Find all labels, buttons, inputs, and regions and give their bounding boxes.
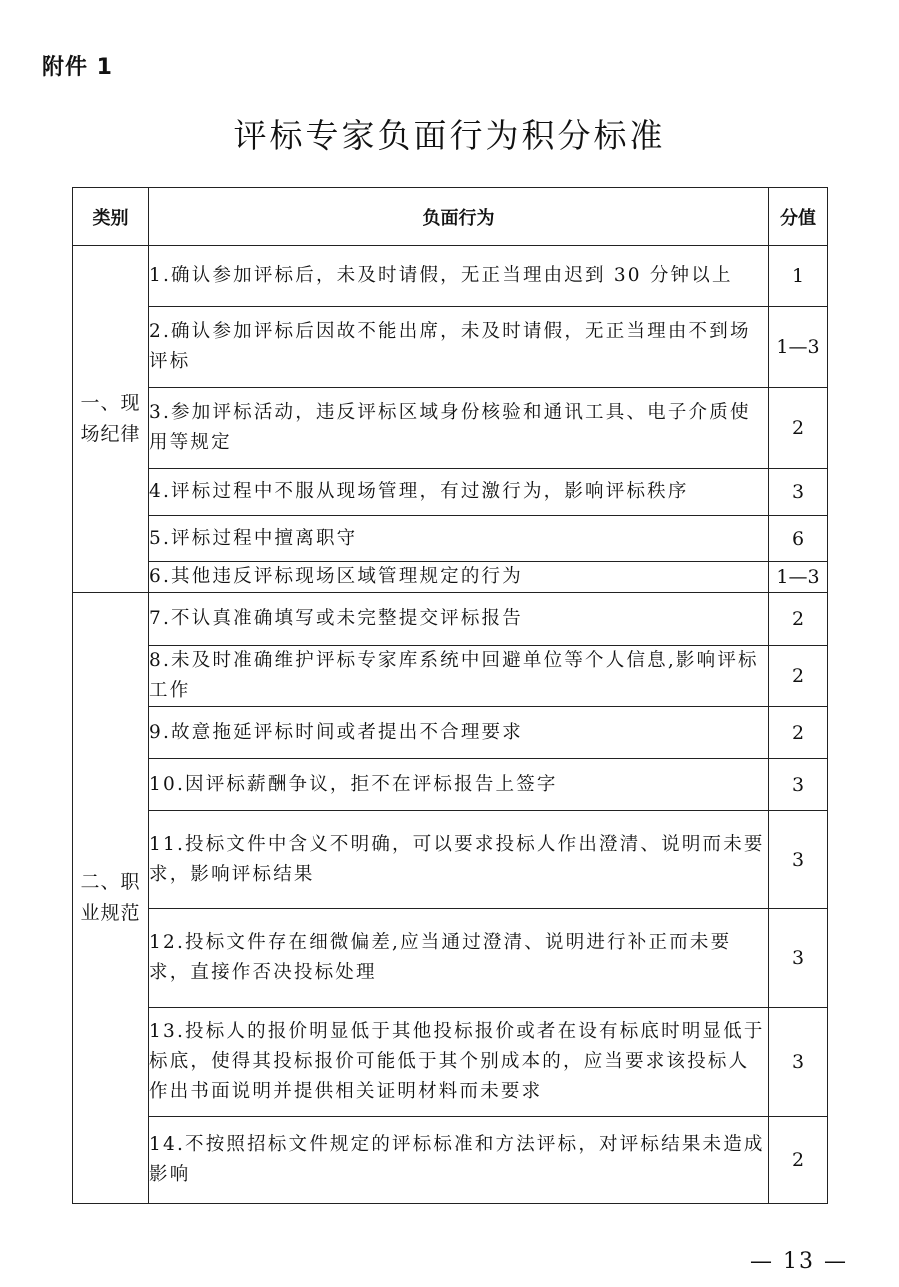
table-header-row xyxy=(73,188,828,246)
score-cell: 2 xyxy=(769,593,828,646)
table-row xyxy=(73,707,828,759)
category-cell: 二、职业规范 xyxy=(73,593,149,1204)
header-category: 类别 xyxy=(73,188,149,246)
behavior-cell: 3.参加评标活动，违反评标区域身份核验和通讯工具、电子介质使用等规定 xyxy=(149,388,769,469)
score-cell: 3 xyxy=(769,811,828,909)
table-row xyxy=(73,562,828,593)
table-row xyxy=(73,388,828,469)
behavior-cell: 1.确认参加评标后，未及时请假，无正当理由迟到 30 分钟以上 xyxy=(149,246,769,307)
score-cell: 2 xyxy=(769,388,828,469)
category-cell: 一、现场纪律 xyxy=(73,246,149,593)
page-number: — 13 — xyxy=(750,1249,848,1274)
scoring-standard-table xyxy=(72,187,828,1204)
score-cell: 2 xyxy=(769,707,828,759)
table-row xyxy=(73,307,828,388)
table-row xyxy=(73,759,828,811)
behavior-cell: 11.投标文件中含义不明确，可以要求投标人作出澄清、说明而未要求，影响评标结果 xyxy=(149,811,769,909)
behavior-cell: 10.因评标薪酬争议，拒不在评标报告上签字 xyxy=(149,759,769,811)
table-row xyxy=(73,246,828,307)
score-cell: 3 xyxy=(769,909,828,1008)
score-cell: 3 xyxy=(769,759,828,811)
score-cell: 2 xyxy=(769,1117,828,1204)
table-row xyxy=(73,1008,828,1117)
behavior-cell: 9.故意拖延评标时间或者提出不合理要求 xyxy=(149,707,769,759)
score-cell: 3 xyxy=(769,1008,828,1117)
table-row xyxy=(73,646,828,707)
table-row xyxy=(73,1117,828,1204)
behavior-cell: 8.未及时准确维护评标专家库系统中回避单位等个人信息,影响评标工作 xyxy=(149,646,769,707)
score-cell: 2 xyxy=(769,646,828,707)
behavior-cell: 12.投标文件存在细微偏差,应当通过澄清、说明进行补正而未要求，直接作否决投标处理 xyxy=(149,909,769,1008)
table-row xyxy=(73,811,828,909)
score-cell: 3 xyxy=(769,469,828,516)
behavior-cell: 14.不按照招标文件规定的评标标准和方法评标，对评标结果未造成影响 xyxy=(149,1117,769,1204)
header-behavior: 负面行为 xyxy=(149,188,769,246)
behavior-cell: 5.评标过程中擅离职守 xyxy=(149,516,769,562)
table-row xyxy=(73,593,828,646)
table-row xyxy=(73,909,828,1008)
score-cell: 6 xyxy=(769,516,828,562)
behavior-cell: 2.确认参加评标后因故不能出席，未及时请假，无正当理由不到场评标 xyxy=(149,307,769,388)
behavior-cell: 6.其他违反评标现场区域管理规定的行为 xyxy=(149,562,769,593)
document-title: 评标专家负面行为积分标准 xyxy=(233,116,666,155)
table-row xyxy=(73,516,828,562)
table-row xyxy=(73,469,828,516)
score-cell: 1—3 xyxy=(769,562,828,593)
score-cell: 1—3 xyxy=(769,307,828,388)
behavior-cell: 4.评标过程中不服从现场管理，有过激行为，影响评标秩序 xyxy=(149,469,769,516)
score-cell: 1 xyxy=(769,246,828,307)
behavior-cell: 7.不认真准确填写或未完整提交评标报告 xyxy=(149,593,769,646)
header-score: 分值 xyxy=(769,188,828,246)
attachment-label: 附件 1 xyxy=(42,55,113,80)
behavior-cell: 13.投标人的报价明显低于其他投标报价或者在设有标底时明显低于标底，使得其投标报价可能低于其个别成本的，应当要求该投标人作出书面说明并提供相关证明材料而未要求 xyxy=(149,1008,769,1117)
